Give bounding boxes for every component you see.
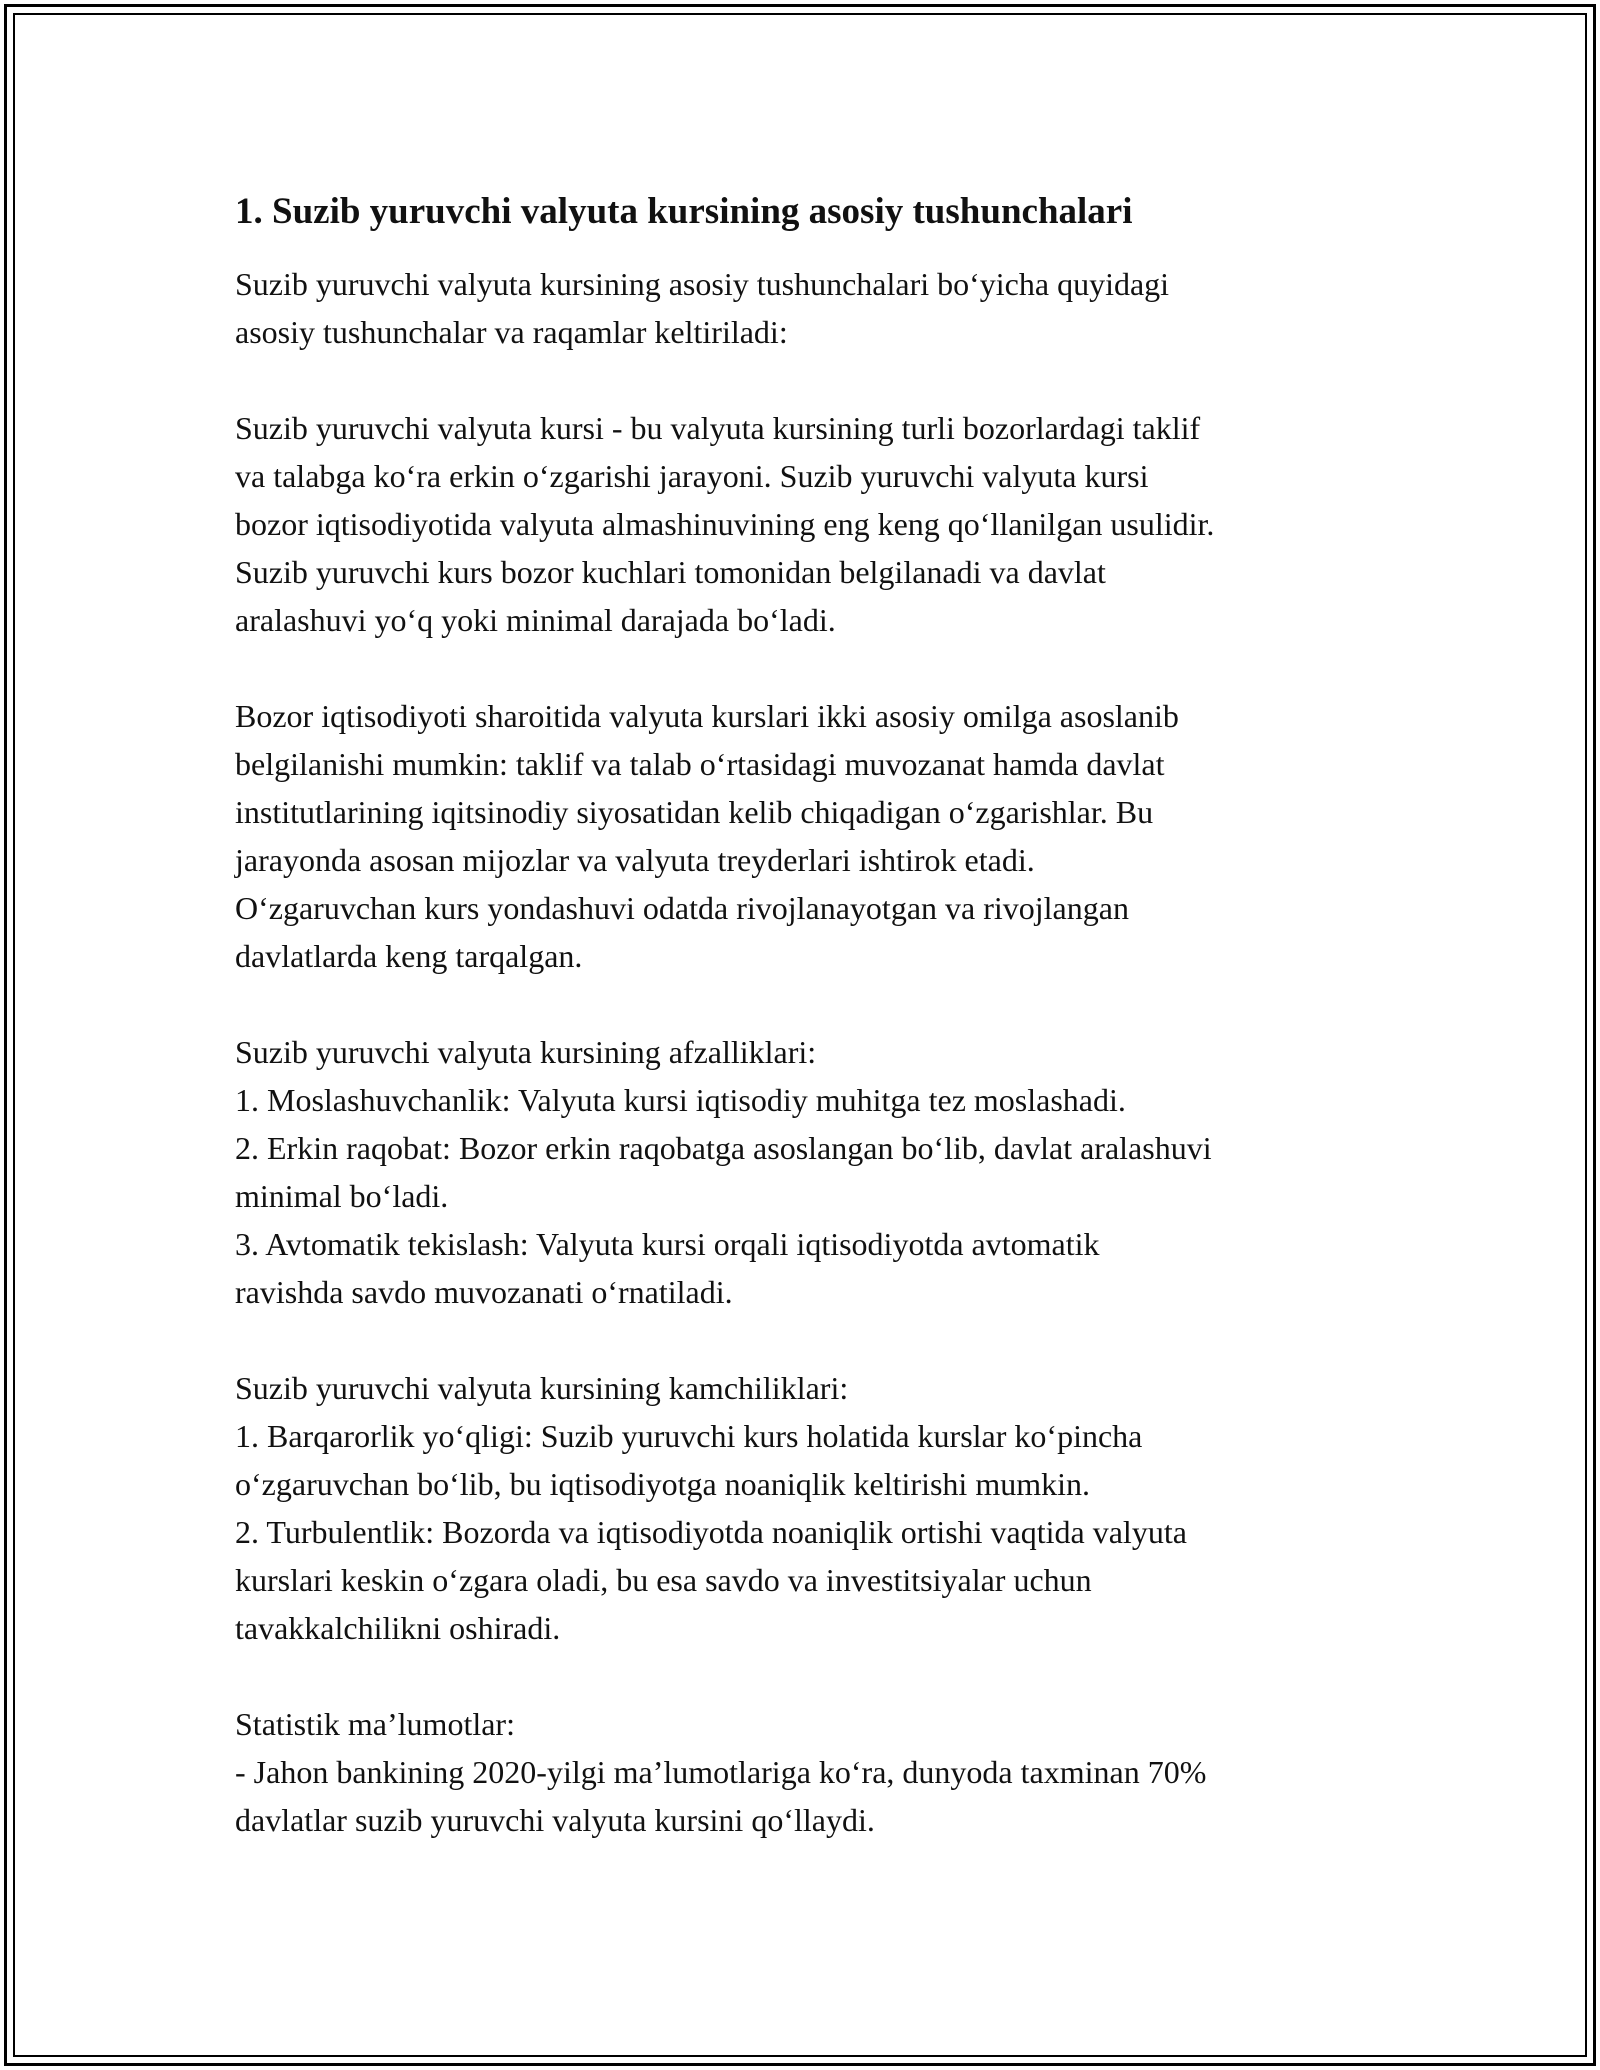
text-line: ravishda savdo muvozanati o‘rnatiladi.	[235, 1274, 733, 1310]
text-line: o‘zgaruvchan bo‘lib, bu iqtisodiyotga noaniqlik keltirishi mumkin.	[235, 1466, 1090, 1502]
text-line: aralashuvi yo‘q yoki minimal darajada bo‘ladi.	[235, 602, 836, 638]
paragraph-disadvantages	[235, 1364, 1385, 1652]
text-line: - Jahon bankining 2020-yilgi ma’lumotlariga ko‘ra, dunyoda taxminan 70%	[235, 1754, 1207, 1790]
paragraph-definition	[235, 404, 1385, 644]
document-body	[235, 188, 1385, 1892]
text-line: institutlarining iqitsinodiy siyosatidan kelib chiqadigan o‘zgarishlar. Bu	[235, 794, 1154, 830]
paragraph-statistics	[235, 1700, 1385, 1844]
text-line: Suzib yuruvchi kurs bozor kuchlari tomonidan belgilanadi va davlat	[235, 554, 1106, 590]
text-line: O‘zgaruvchan kurs yondashuvi odatda rivojlanayotgan va rivojlangan	[235, 890, 1129, 926]
text-line: jarayonda asosan mijozlar va valyuta treyderlari ishtirok etadi.	[235, 842, 1035, 878]
text-line: Bozor iqtisodiyoti sharoitida valyuta kurslari ikki asosiy omilga asoslanib	[235, 698, 1179, 734]
text-line: belgilanishi mumkin: taklif va talab o‘rtasidagi muvozanat hamda davlat	[235, 746, 1165, 782]
text-line: tavakkalchilikni oshiradi.	[235, 1610, 561, 1646]
text-line: Suzib yuruvchi valyuta kursining kamchiliklari:	[235, 1370, 849, 1406]
text-line: asosiy tushunchalar va raqamlar keltiriladi:	[235, 314, 788, 350]
text-line: 2. Erkin raqobat: Bozor erkin raqobatga asoslangan bo‘lib, davlat aralashuvi	[235, 1130, 1212, 1166]
paragraph-market-economy	[235, 692, 1385, 980]
paragraph-intro	[235, 260, 1385, 356]
text-line: davlatlarda keng tarqalgan.	[235, 938, 583, 974]
text-line: 1. Barqarorlik yo‘qligi: Suzib yuruvchi kurs holatida kurslar ko‘pincha	[235, 1418, 1143, 1454]
text-line: 1. Moslashuvchanlik: Valyuta kursi iqtisodiy muhitga tez moslashadi.	[235, 1082, 1126, 1118]
text-line: davlatlar suzib yuruvchi valyuta kursini qo‘llaydi.	[235, 1802, 875, 1838]
text-line: 3. Avtomatik tekislash: Valyuta kursi orqali iqtisodiyotda avtomatik	[235, 1226, 1100, 1262]
text-line: bozor iqtisodiyotida valyuta almashinuvining eng keng qo‘llanilgan usulidir.	[235, 506, 1215, 542]
text-line: Suzib yuruvchi valyuta kursining afzalliklari:	[235, 1034, 817, 1070]
text-line: minimal bo‘ladi.	[235, 1178, 449, 1214]
text-line: Suzib yuruvchi valyuta kursi - bu valyuta kursining turli bozorlardagi taklif	[235, 410, 1201, 446]
text-line: kurslari keskin o‘zgara oladi, bu esa savdo va investitsiyalar uchun	[235, 1562, 1092, 1598]
document-title: 1. Suzib yuruvchi valyuta kursining asosiy tushunchalari	[235, 191, 1133, 232]
paragraph-advantages	[235, 1028, 1385, 1316]
text-line: 2. Turbulentlik: Bozorda va iqtisodiyotda noaniqlik ortishi vaqtida valyuta	[235, 1514, 1187, 1550]
text-line: va talabga ko‘ra erkin o‘zgarishi jarayoni. Suzib yuruvchi valyuta kursi	[235, 458, 1149, 494]
text-line: Suzib yuruvchi valyuta kursining asosiy tushunchalari bo‘yicha quyidagi	[235, 266, 1170, 302]
text-line: Statistik ma’lumotlar:	[235, 1706, 515, 1742]
